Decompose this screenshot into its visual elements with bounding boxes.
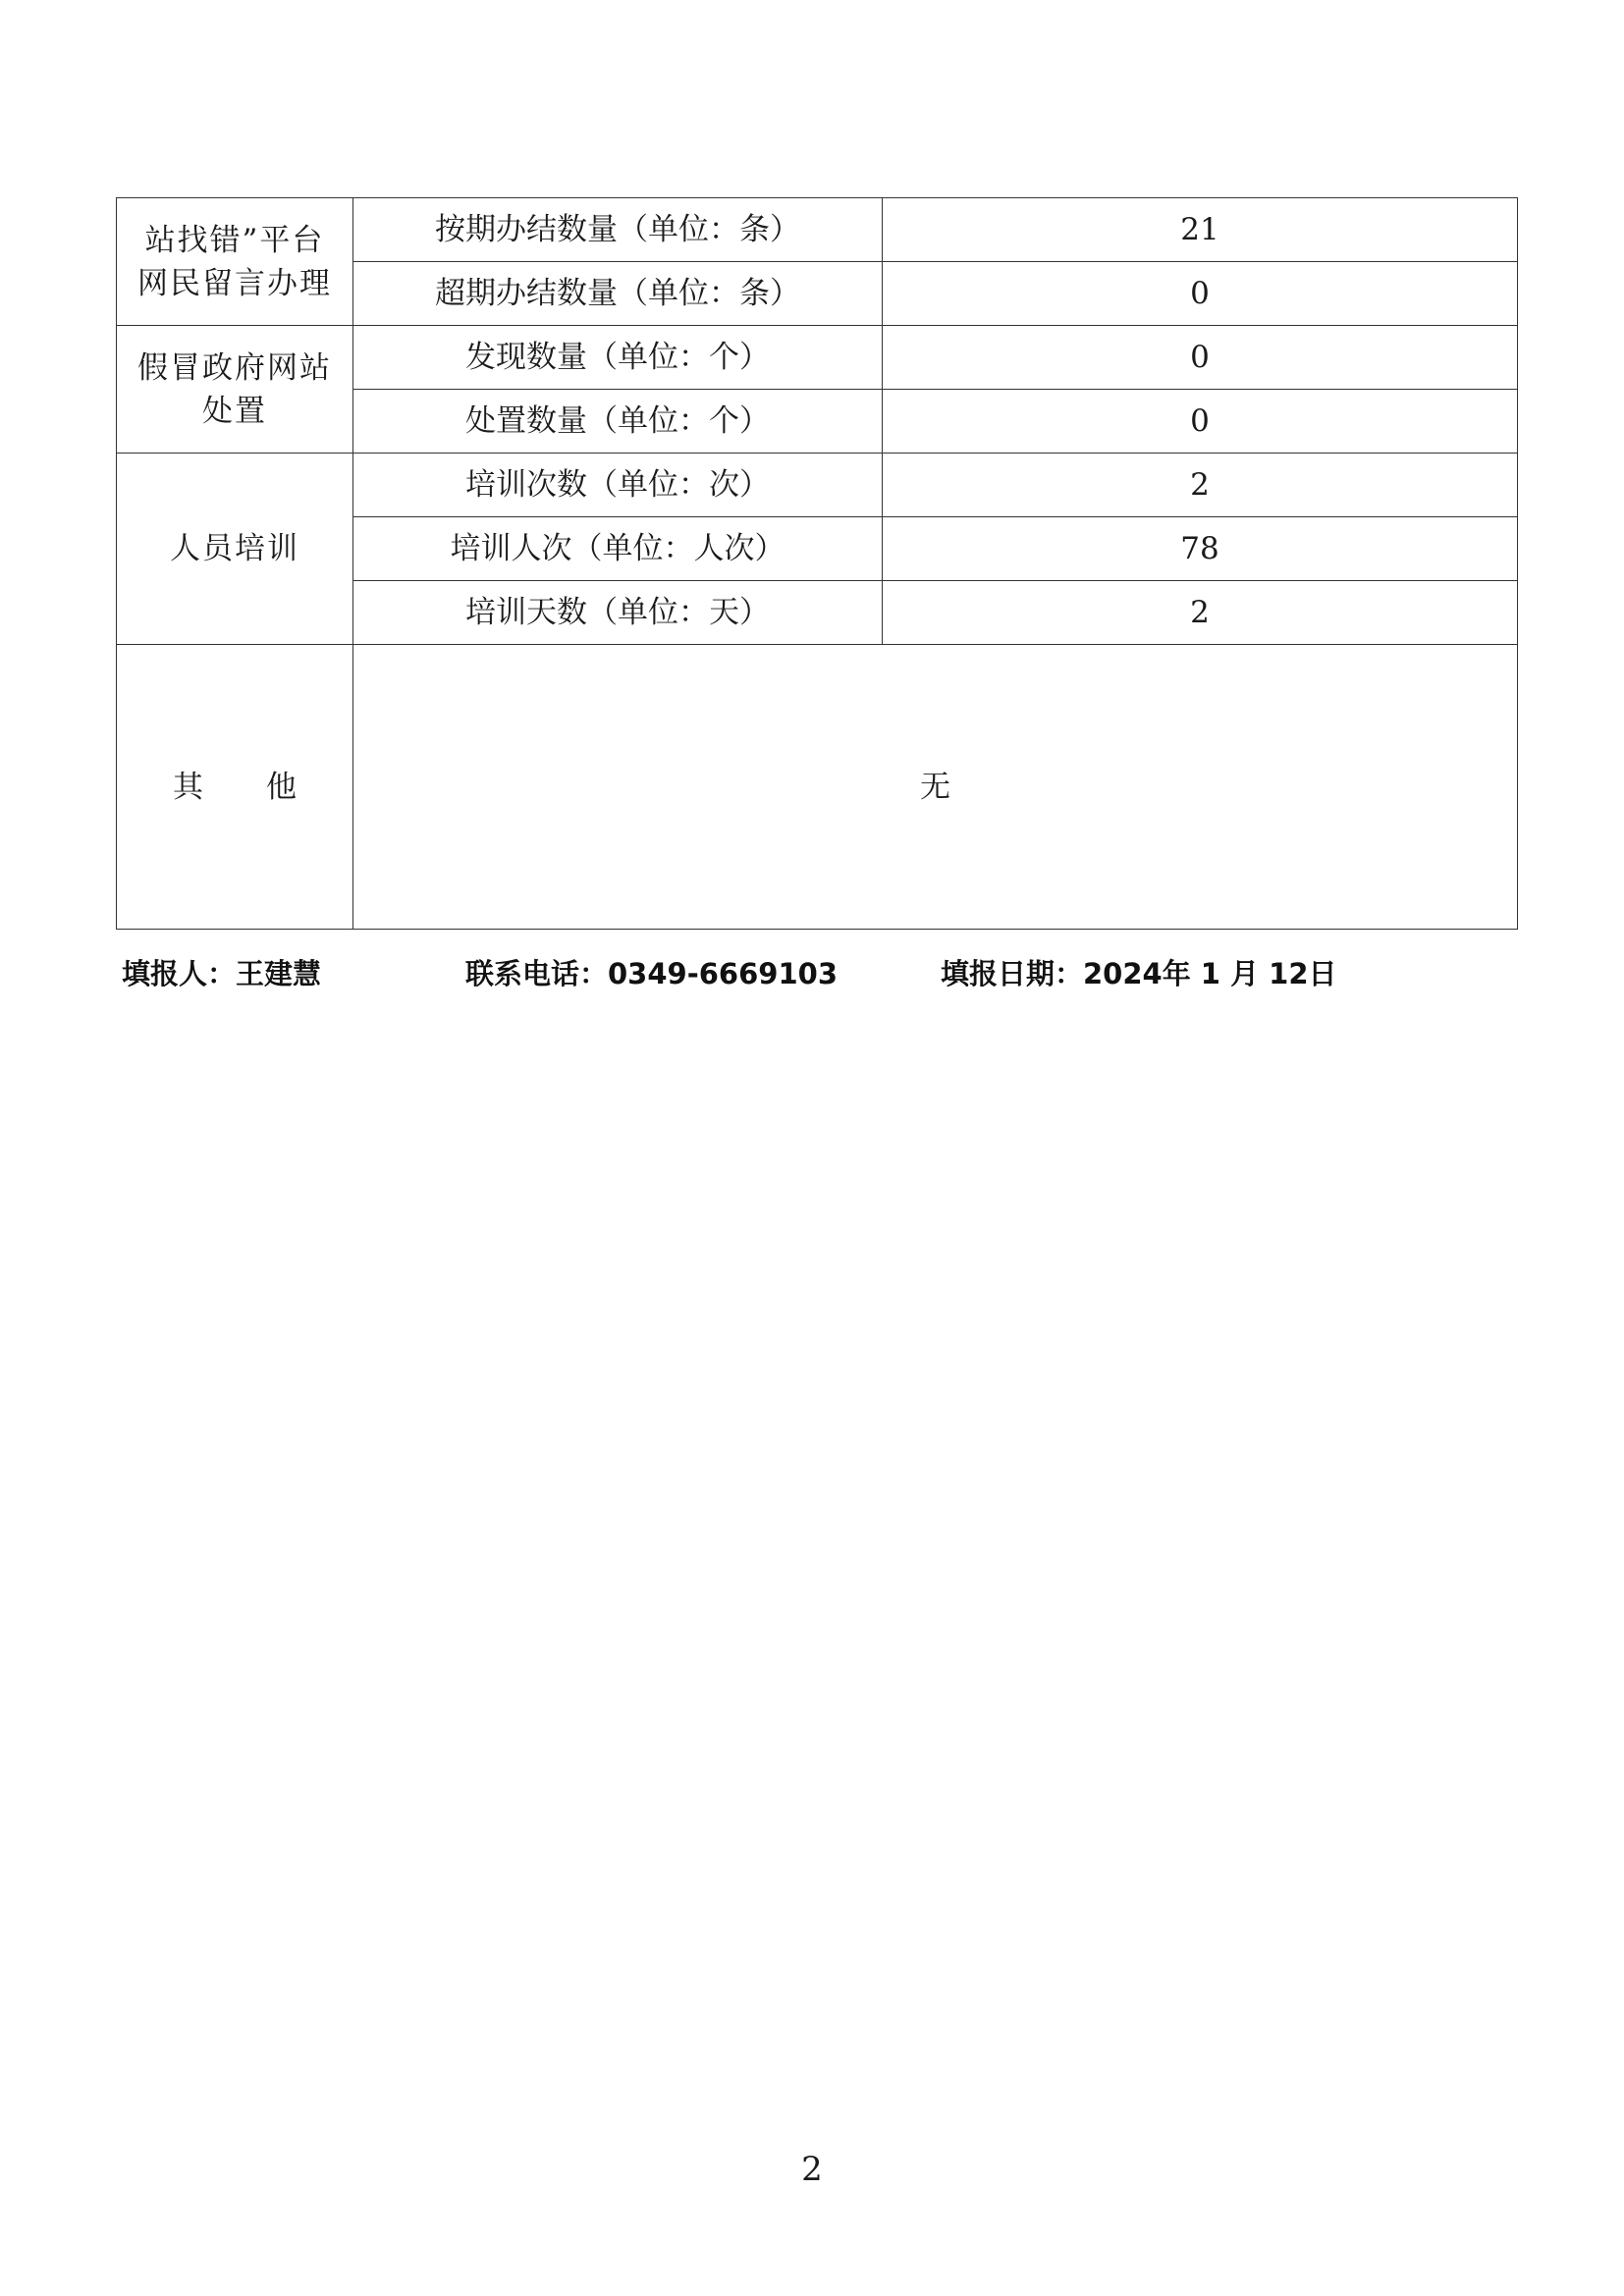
footer-phone: 联系电话：0349-6669103 xyxy=(465,957,838,990)
report-table xyxy=(116,197,1518,930)
other-value: 无 xyxy=(353,645,1518,930)
item-value: 2 xyxy=(883,454,1518,517)
other-label-part: 他 xyxy=(266,769,297,805)
item-label: 发现数量（单位：个） xyxy=(353,326,883,390)
table-row-other xyxy=(117,645,1518,930)
footer-date: 填报日期：2024年 1 月 12日 xyxy=(941,957,1337,990)
group-label-line: 假冒政府网站 xyxy=(137,349,332,386)
other-label-part: 其 xyxy=(173,769,203,805)
group-label-message-handling xyxy=(117,198,353,326)
group-label-line: 人员培训 xyxy=(170,531,299,566)
item-value: 78 xyxy=(883,517,1518,581)
item-label: 培训次数（单位：次） xyxy=(353,454,883,517)
table-row xyxy=(117,198,1518,262)
item-value: 0 xyxy=(883,262,1518,326)
item-value: 0 xyxy=(883,390,1518,454)
item-value: 2 xyxy=(883,581,1518,645)
item-value: 0 xyxy=(883,326,1518,390)
item-value: 21 xyxy=(883,198,1518,262)
item-label: 超期办结数量（单位：条） xyxy=(353,262,883,326)
table-row xyxy=(117,326,1518,390)
item-label: 培训天数（单位：天） xyxy=(353,581,883,645)
item-label: 按期办结数量（单位：条） xyxy=(353,198,883,262)
item-label: 处置数量（单位：个） xyxy=(353,390,883,454)
group-label-line: 站找错”平台 xyxy=(144,222,325,258)
table-row xyxy=(117,454,1518,517)
other-label xyxy=(117,645,353,930)
item-label: 培训人次（单位：人次） xyxy=(353,517,883,581)
group-label-fake-websites xyxy=(117,326,353,454)
group-label-staff-training xyxy=(117,454,353,645)
group-label-line: 处置 xyxy=(202,393,267,429)
page-number: 2 xyxy=(801,2150,823,2189)
footer-filler: 填报人：王建慧 xyxy=(122,957,322,990)
group-label-line: 网民留言办理 xyxy=(137,265,332,301)
